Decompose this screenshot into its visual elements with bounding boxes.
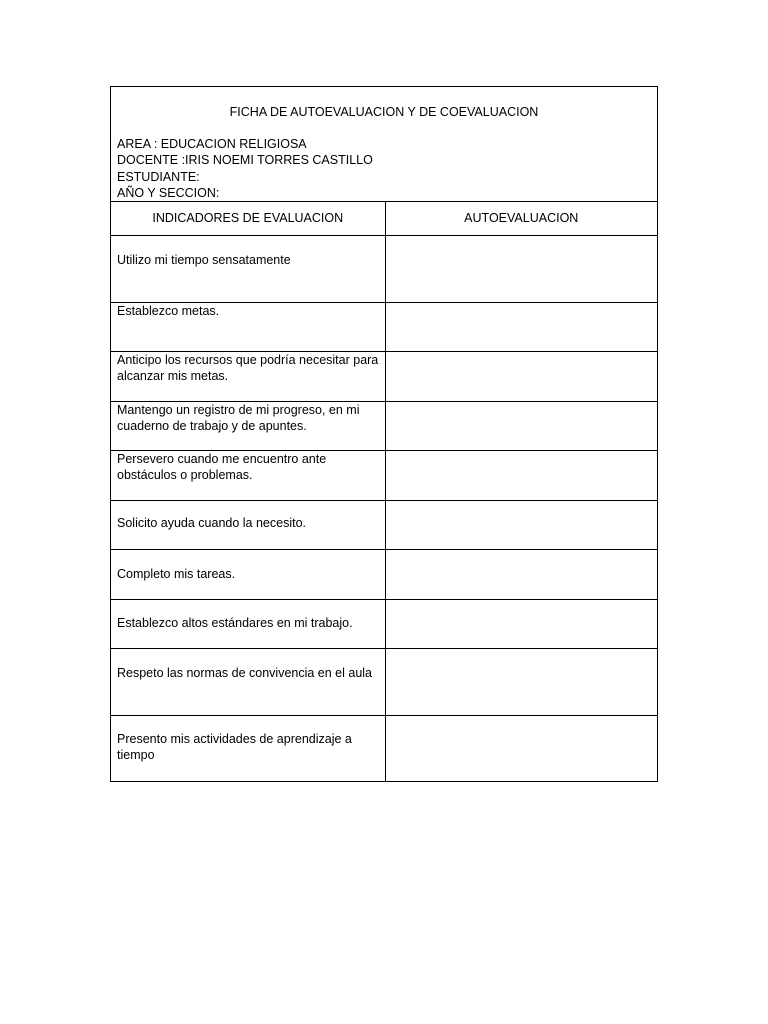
table-row [111, 500, 657, 549]
table-row [111, 351, 657, 401]
indicator-text: Establezco metas. [117, 303, 220, 318]
indicator-text: Persevero cuando me encuentro ante obstáculos o problemas. [117, 451, 327, 482]
self-evaluation-column-header: AUTOEVALUACION [385, 202, 657, 235]
self-evaluation-cell[interactable] [385, 500, 657, 549]
indicator-text: Respeto las normas de convivencia en el aula [117, 665, 373, 680]
indicator-cell [111, 715, 385, 781]
teacher-line: DOCENTE :IRIS NOEMI TORRES CASTILLO [117, 153, 373, 168]
indicator-text: Establezco altos estándares en mi trabajo. [117, 615, 353, 630]
table-row [111, 302, 657, 351]
indicator-cell [111, 401, 385, 450]
evaluation-form [110, 86, 658, 782]
form-header [111, 87, 657, 202]
indicator-text: Presento mis actividades de aprendizaje a tiempo [117, 731, 352, 762]
self-evaluation-cell[interactable] [385, 401, 657, 450]
form-title: FICHA DE AUTOEVALUACION Y DE COEVALUACION [229, 105, 539, 119]
self-evaluation-cell[interactable] [385, 450, 657, 500]
self-evaluation-cell[interactable] [385, 351, 657, 401]
indicator-text: Anticipo los recursos que podría necesitar para alcanzar mis metas. [117, 352, 379, 383]
area-line: AREA : EDUCACION RELIGIOSA [117, 137, 307, 151]
table-row [111, 401, 657, 450]
indicators-column-header: INDICADORES DE EVALUACION [111, 202, 385, 235]
table-row [111, 715, 657, 781]
self-evaluation-cell[interactable] [385, 648, 657, 715]
self-evaluation-cell[interactable] [385, 235, 657, 302]
self-evaluation-cell[interactable] [385, 549, 657, 599]
table-header-row [111, 202, 657, 235]
indicator-text: Solicito ayuda cuando la necesito. [117, 515, 307, 530]
evaluation-table [111, 202, 657, 781]
indicator-cell [111, 549, 385, 599]
indicator-cell [111, 351, 385, 401]
indicator-cell [111, 302, 385, 351]
self-evaluation-cell[interactable] [385, 599, 657, 648]
self-evaluation-cell[interactable] [385, 302, 657, 351]
indicator-cell [111, 648, 385, 715]
student-line: ESTUDIANTE: [117, 169, 200, 184]
indicator-cell [111, 599, 385, 648]
year-section-line: AÑO Y SECCION: [117, 185, 220, 200]
indicator-cell [111, 500, 385, 549]
indicator-text: Mantengo un registro de mi progreso, en mi cuaderno de trabajo y de apuntes. [117, 402, 360, 433]
indicator-text: Completo mis tareas. [117, 566, 236, 581]
table-row [111, 450, 657, 500]
indicator-cell [111, 450, 385, 500]
indicator-text: Utilizo mi tiempo sensatamente [117, 252, 291, 267]
indicator-cell [111, 235, 385, 302]
table-row [111, 599, 657, 648]
table-row [111, 648, 657, 715]
self-evaluation-cell[interactable] [385, 715, 657, 781]
table-row [111, 549, 657, 599]
table-row [111, 235, 657, 302]
